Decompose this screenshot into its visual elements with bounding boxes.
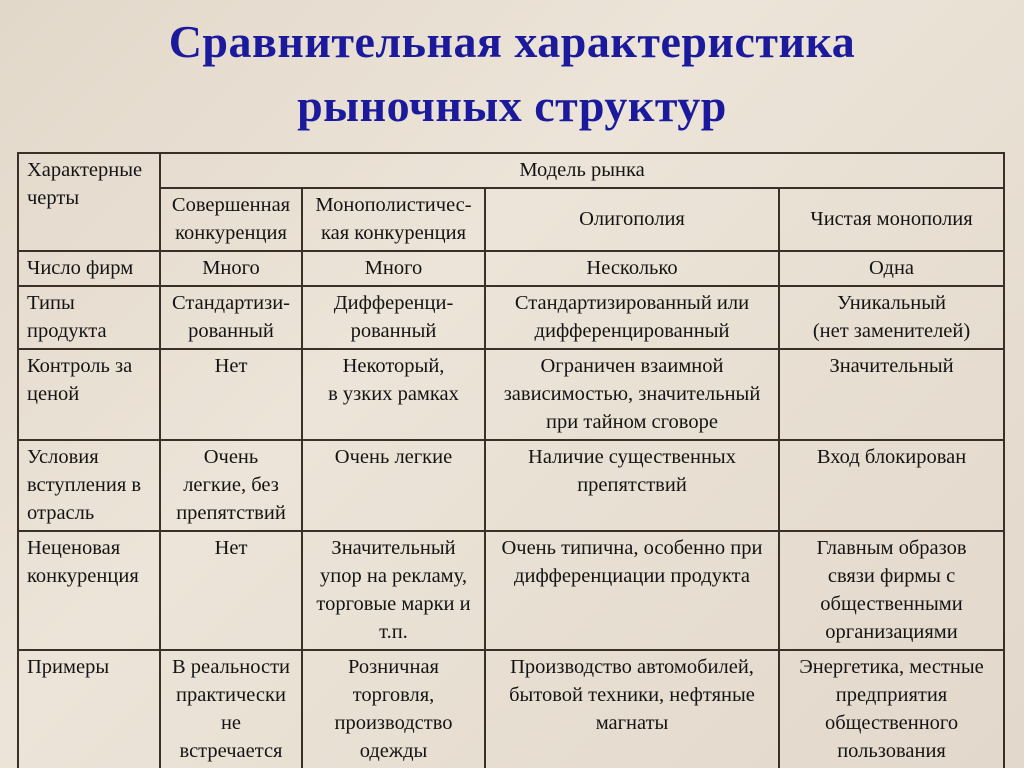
table-cell: Нет [160,349,302,440]
column-header-oligopoly: Олигополия [485,188,779,251]
table-cell: Дифференци- рованный [302,286,485,349]
table-cell: Очень легкие [302,440,485,531]
table-cell: Энергетика, местные предприятия общественного пользования [779,650,1004,768]
slide-title-line-2: рыночных структур [297,80,727,131]
market-model-header: Модель рынка [160,153,1004,188]
table-cell: Главным образов связи фирмы с общественными организациями [779,531,1004,650]
table-cell: Очень типична, особенно при дифференциации продукта [485,531,779,650]
row-feature: Примеры [18,650,160,768]
table-cell: В реальности практически не встречается [160,650,302,768]
table-cell: Много [302,251,485,286]
row-feature: Число фирм [18,251,160,286]
column-header-row [18,188,1004,251]
table-row [18,650,1004,768]
table-cell: Ограничен взаимной зависимостью, значительный при тайном сговоре [485,349,779,440]
slide-title-line-1: Сравнительная характеристика [168,16,856,67]
table-row [18,251,1004,286]
row-feature: Неценовая конкуренция [18,531,160,650]
row-feature: Условия вступления в отрасль [18,440,160,531]
row-feature: Контроль за ценой [18,349,160,440]
table-cell: Очень легкие, без препятствий [160,440,302,531]
table-cell: Наличие существенных препятствий [485,440,779,531]
table-cell: Стандартизи- рованный [160,286,302,349]
table-cell: Уникальный (нет заменителей) [779,286,1004,349]
table-cell: Несколько [485,251,779,286]
row-feature: Типы продукта [18,286,160,349]
table-row [18,286,1004,349]
table-cell: Значительный [779,349,1004,440]
corner-header-cell: Характерные черты [18,153,160,251]
market-structures-table [17,152,1005,768]
table-row [18,531,1004,650]
table-row [18,440,1004,531]
table-cell: Много [160,251,302,286]
column-header-pure-monopoly: Чистая монополия [779,188,1004,251]
table-cell: Значительный упор на рекламу, торговые марки и т.п. [302,531,485,650]
table-cell: Вход блокирован [779,440,1004,531]
table-row [18,349,1004,440]
table-cell: Производство автомобилей, бытовой техники, нефтяные магнаты [485,650,779,768]
table-cell: Некоторый, в узких рамках [302,349,485,440]
table-cell: Одна [779,251,1004,286]
table-cell: Стандартизированный или дифференцированный [485,286,779,349]
table-cell: Нет [160,531,302,650]
table-cell: Розничная торговля, производство одежды [302,650,485,768]
table-header-row [18,153,1004,188]
column-header-monopolistic-competition: Монополистичес- кая конкуренция [302,188,485,251]
column-header-perfect-competition: Совершенная конкуренция [160,188,302,251]
slide-title [0,10,1024,138]
